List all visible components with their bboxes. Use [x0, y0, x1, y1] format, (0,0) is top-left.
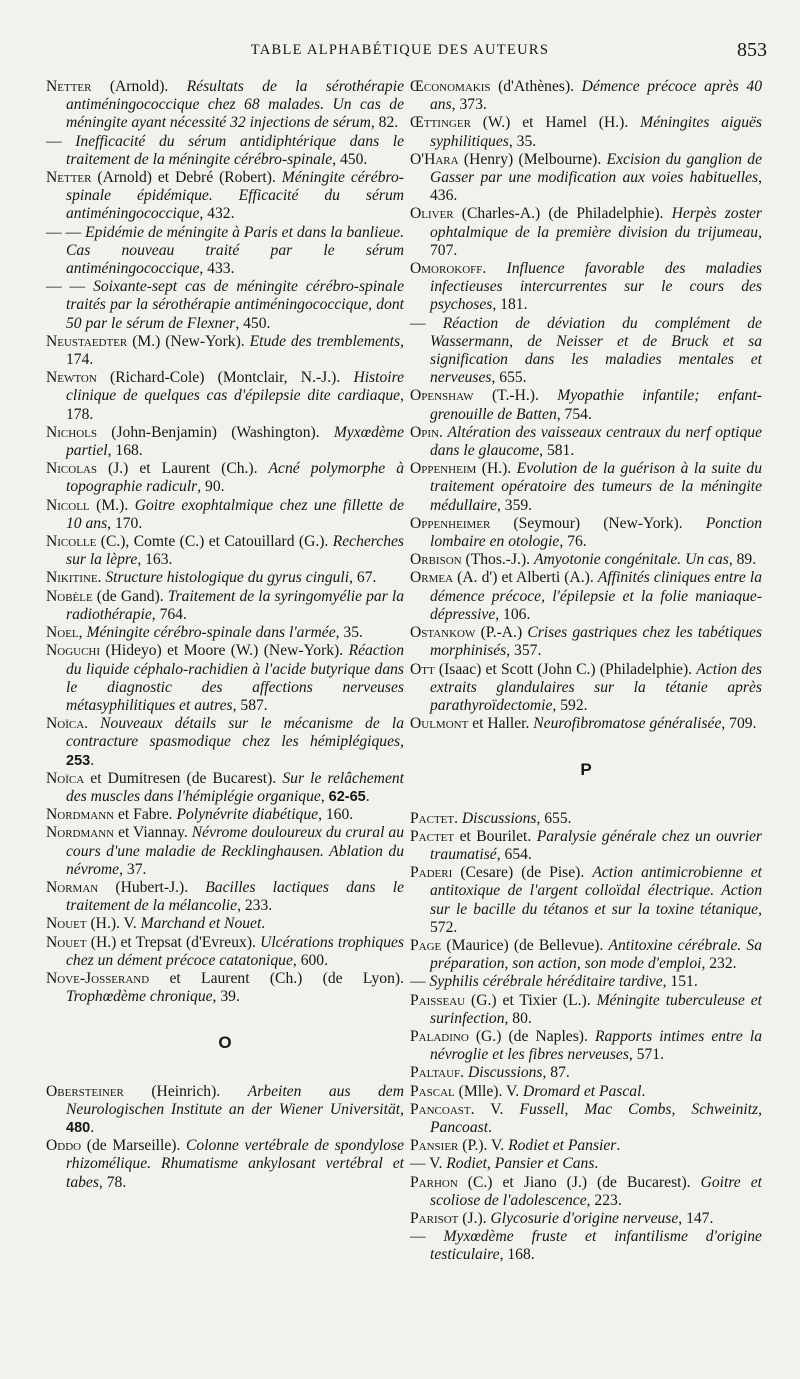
- entry-author: Pansier: [410, 1137, 459, 1155]
- index-entry: [46, 624, 404, 642]
- index-entry: [410, 973, 762, 991]
- entry-ref: , 655.: [536, 809, 572, 827]
- entry-details: (de Marseille).: [81, 1137, 187, 1155]
- index-entry: [46, 333, 404, 369]
- entry-ref: ,: [320, 787, 329, 805]
- entry-details: (Seymour) (New-York).: [490, 514, 706, 532]
- entry-bold-ref: 62-65: [328, 788, 366, 805]
- entry-ref: , 592.: [552, 696, 588, 714]
- entry-title: Résultats de la sérothérapie antiméningococcique chez 68 malades. Un cas de méningite ayant nécessité 32 injections de sérum: [66, 78, 404, 132]
- entry-author: Opin: [410, 423, 439, 441]
- entry-title: Méningite cérébro-spinale épidémique. Efficacité du sérum antiméningococcique: [66, 169, 404, 223]
- entry-details: . V.: [470, 1100, 520, 1118]
- entry-author: O'Hara: [410, 150, 459, 168]
- entry-details: (H.). V.: [86, 915, 141, 933]
- entry-title: Action des extraits glandulaires sur la tétanie après parathyroïdectomie: [430, 660, 762, 714]
- index-entry: [410, 661, 762, 716]
- entry-ref: , 709.: [721, 715, 757, 733]
- entry-details: (T.-H.).: [473, 387, 558, 405]
- entry-details: et Dumitresen (de Bucarest).: [84, 769, 283, 787]
- entry-ref: , 181.: [492, 296, 528, 314]
- entry-title: Colonne vertébrale de spondylose rhizomélique. Rhumatisme ankylosant vertébral et tabes: [66, 1137, 404, 1191]
- entry-details: —: [410, 1228, 444, 1246]
- entry-title: Dromard et Pascal: [523, 1082, 642, 1100]
- index-entry: [46, 133, 404, 169]
- entry-details: (Hubert-J.).: [98, 878, 206, 896]
- index-entry: [46, 569, 404, 587]
- entry-author: Noguchi: [46, 642, 101, 660]
- entry-details: (A. d') et Alberti (A.).: [453, 569, 598, 587]
- entry-author: Oppenheim: [410, 460, 477, 478]
- entry-author: Neustaedter: [46, 332, 128, 350]
- entry-ref: , 655.: [491, 369, 527, 387]
- entry-title: Rodiet, Pansier et Cans: [446, 1155, 595, 1173]
- entry-ref: , 233.: [237, 897, 273, 915]
- left-column: [46, 78, 404, 1192]
- index-entry: [46, 970, 404, 1006]
- entry-details: (J.) et Laurent (Ch.).: [97, 460, 269, 478]
- entry-details: (H.).: [476, 460, 517, 478]
- entry-author: Nordmann: [46, 824, 115, 842]
- entry-details: .: [482, 260, 507, 278]
- entry-ref: , 170.: [107, 514, 143, 532]
- entry-ref: , 223.: [586, 1191, 622, 1209]
- index-entry: [46, 533, 404, 569]
- entry-title: Histoire clinique de quelques cas d'épilepsie dite cardiaque: [66, 369, 404, 405]
- entry-ref: .: [488, 1118, 492, 1136]
- index-entry: [410, 1064, 762, 1082]
- entry-ref: , 572.: [430, 900, 762, 936]
- entry-ref: , 147.: [678, 1209, 714, 1227]
- entry-details: (Charles-A.) (de Philadelphie).: [453, 205, 672, 223]
- index-entry: [46, 915, 404, 933]
- section-heading-o: O: [218, 1033, 232, 1053]
- entry-author: Noïca: [46, 769, 85, 787]
- entry-ref: , 168.: [499, 1246, 535, 1264]
- entry-author: Oppenheimer: [410, 514, 491, 532]
- page-header: [0, 39, 800, 66]
- entry-title: Paralysie générale chez un ouvrier traumatisé: [430, 827, 762, 863]
- entry-title: Evolution de la guérison à la suite du traitement opératoire des tumeurs de la méningite médullaire: [430, 460, 762, 514]
- entry-title: Etude des tremblements: [249, 332, 401, 350]
- entry-ref: , 168.: [107, 442, 143, 460]
- entry-author: Omorokoff: [410, 260, 483, 278]
- entry-details: — —: [46, 223, 86, 241]
- entry-title: Méningite tuberculeuse et surinfection: [430, 991, 762, 1027]
- running-title: TABLE ALPHABÉTIQUE DES AUTEURS: [250, 42, 550, 58]
- entry-author: Nicolas: [46, 460, 97, 478]
- entry-ref: , 707.: [430, 223, 762, 259]
- index-entry: [410, 864, 762, 937]
- index-entry: [410, 1028, 762, 1064]
- entry-author: Page: [410, 936, 442, 954]
- entry-title: Structure histologique du gyrus cinguli: [105, 569, 350, 587]
- entry-details: .: [460, 1064, 468, 1082]
- entry-ref: , 587.: [232, 696, 268, 714]
- entry-ref: ,: [400, 733, 404, 751]
- entry-details: (C.), Comte (C.) et Catouillard (G.).: [96, 533, 333, 551]
- index-entry: [46, 879, 404, 915]
- entry-author: Œttinger: [410, 114, 471, 132]
- entry-title: Amyotonie congénitale. Un cas: [533, 551, 729, 569]
- entry-author: Paderi: [410, 864, 453, 882]
- entry-details: et Fabre.: [114, 806, 177, 824]
- entry-details: (Richard-Cole) (Montclair, N.-J.).: [96, 369, 354, 387]
- entry-details: (H.) et Trepsat (d'Evreux).: [86, 933, 261, 951]
- entry-title: Crises gastriques chez les tabétiques morphinisés: [430, 624, 762, 660]
- entry-title: Traitement de la syringomyélie par la radiothérapie: [66, 587, 404, 623]
- entry-details: (G.) (de Naples).: [468, 1027, 595, 1045]
- entry-title: Discussions: [461, 809, 537, 827]
- entry-ref: .: [261, 915, 266, 933]
- entry-author: Obersteiner: [46, 1082, 124, 1100]
- entry-author: Oliver: [410, 205, 454, 223]
- entry-details: — V.: [410, 1155, 447, 1173]
- index-entry: [46, 224, 404, 279]
- entry-title: Ponction lombaire en otologie: [430, 514, 762, 551]
- entry-title: Goitre et scoliose de l'adolescence: [430, 1173, 762, 1209]
- entry-ref: , 232.: [701, 955, 737, 973]
- entry-details: (Isaac) et Scott (John C.) (Philadelphie).: [434, 660, 697, 678]
- entry-details: .: [97, 569, 106, 587]
- entry-title: Bacilles lactiques dans le traitement de la mélancolie: [66, 878, 404, 915]
- entry-details: (Mlle). V.: [454, 1082, 524, 1100]
- entry-details: —: [410, 973, 430, 991]
- entry-title: Rapports intimes entre la névroglie et les fibres nerveuses: [430, 1027, 763, 1064]
- entry-details: — —: [46, 278, 94, 296]
- entry-title: Excision du ganglion de Gasser par une modification aux voies habituelles: [430, 150, 762, 187]
- entry-author: Parhon: [410, 1173, 458, 1191]
- entry-title: Démence précoce après 40 ans: [430, 78, 762, 114]
- index-entry: [46, 824, 404, 879]
- entry-title: Arbeiten aus dem Neurologischen Institute an der Wiener Universität: [66, 1082, 404, 1118]
- entry-author: Pascal: [410, 1082, 455, 1100]
- entry-details: (Maurice) (de Bellevue).: [441, 936, 609, 954]
- entry-author: Nouet: [46, 915, 87, 933]
- index-entry: [46, 588, 404, 624]
- entry-author: Orbison: [410, 551, 462, 569]
- entry-author: Oddo: [46, 1137, 82, 1155]
- index-entry: [46, 934, 404, 970]
- entry-ref: , 87.: [542, 1064, 570, 1082]
- index-entry: [46, 806, 404, 824]
- entry-author: Ormea: [410, 569, 454, 587]
- entry-author: Nicoll: [46, 496, 90, 514]
- entry-details: —: [410, 314, 443, 332]
- entry-details: (M.).: [89, 496, 135, 514]
- entry-title: Ulcérations trophiques chez un dément précoce catatonique: [66, 933, 405, 969]
- index-entry: [410, 460, 762, 515]
- index-list-o-continued: [410, 78, 762, 733]
- entry-details: (W.) et Hamel (H.).: [470, 114, 641, 132]
- entry-ref: .: [616, 1137, 621, 1155]
- index-entry: [46, 1083, 404, 1138]
- entry-title: Méningite cérébro-spinale dans l'armée: [86, 624, 336, 642]
- entry-ref: , 450.: [235, 314, 271, 332]
- entry-author: Nouet: [46, 933, 87, 951]
- entry-ref: , 90.: [197, 478, 225, 496]
- entry-author: Œconomakis: [410, 78, 491, 95]
- entry-title: Nouveaux détails sur le mécanisme de la contracture spasmodique chez les hémiplégiques: [66, 715, 405, 751]
- index-entry: [46, 770, 404, 806]
- entry-author: Paisseau: [410, 991, 466, 1009]
- entry-details: et Viannay.: [114, 824, 192, 842]
- entry-title: Herpès zoster ophtalmique de la première division du trijumeau: [430, 205, 762, 241]
- entry-title: Réaction du liquide céphalo-rachidien à l'acide butyrique dans le diagnostic des affections nerveuses métasyphilitiques et autres: [66, 642, 404, 714]
- entry-ref: , 35.: [335, 624, 363, 642]
- entry-author: Newton: [46, 369, 97, 387]
- entry-title: Action antimicrobienne et antitoxique de l'argent colloïdal électrique. Action sur le bacille du tétanos et sur la toxine tétanique: [430, 864, 763, 918]
- entry-ref: , 37.: [119, 860, 147, 878]
- entry-title: Goitre exophtalmique chez une fillette de 10 ans: [66, 496, 404, 532]
- index-entry: [46, 369, 404, 424]
- entry-details: (Heinrich).: [123, 1082, 248, 1100]
- entry-details: (P.). V.: [458, 1137, 509, 1155]
- entry-title: Discussions: [467, 1064, 543, 1082]
- entry-ref: , 39.: [212, 988, 240, 1006]
- index-entry: [410, 315, 762, 388]
- entry-ref-end: .: [90, 751, 95, 769]
- index-entry: [410, 78, 762, 114]
- entry-author: Pactet: [410, 809, 455, 827]
- entry-title: Acné polymorphe à topographie radiculr: [66, 460, 405, 496]
- index-entry: [410, 551, 762, 569]
- entry-details: (Henry) (Melbourne).: [458, 150, 607, 168]
- index-entry: [410, 387, 762, 423]
- entry-ref: , 178.: [66, 387, 404, 423]
- index-entry: [46, 642, 404, 715]
- entry-details: (P.-A.): [475, 624, 528, 642]
- entry-ref: , 174.: [66, 332, 404, 369]
- index-entry: [410, 1101, 762, 1137]
- index-entry: [410, 151, 762, 206]
- entry-author: Nordmann: [46, 806, 115, 824]
- entry-details: (Hideyo) et Moore (W.) (New-York).: [100, 642, 349, 660]
- entry-title: Syphilis cérébrale héréditaire tardive: [429, 973, 663, 991]
- index-entry: [46, 169, 404, 224]
- entry-ref: , 89.: [728, 551, 757, 569]
- entry-ref: , 76.: [559, 533, 587, 551]
- entry-ref: , 106.: [495, 605, 531, 623]
- entry-author: Nobèle: [46, 587, 93, 605]
- entry-author: Parisot: [410, 1209, 459, 1227]
- entry-ref: , 654.: [496, 845, 532, 863]
- entry-title: Neurofibromatose généralisée: [533, 715, 722, 733]
- entry-author: Netter: [46, 169, 92, 187]
- entry-ref: , 432.: [199, 205, 235, 223]
- section-heading-p: P: [580, 760, 592, 780]
- entry-author: Oulmont: [410, 715, 469, 733]
- index-entry: [410, 260, 762, 315]
- index-entry: [410, 1155, 762, 1173]
- entry-title: Méningites aiguës syphilitiques: [430, 114, 762, 150]
- index-entry: [410, 715, 762, 733]
- entry-details: (Thos.-J.).: [461, 551, 534, 569]
- entry-ref: , 67.: [349, 569, 377, 587]
- entry-author: Noel: [46, 624, 79, 642]
- entry-title: Polynévrite diabétique: [176, 806, 319, 824]
- index-entry: [410, 624, 762, 660]
- index-entry: [410, 424, 762, 460]
- index-entry: [410, 114, 762, 150]
- entry-author: Pactet: [410, 827, 455, 845]
- entry-ref: , 163.: [137, 551, 173, 569]
- entry-title: Fussell, Mac Combs, Schweinitz, Pancoast: [430, 1100, 763, 1136]
- entry-ref: ,: [400, 1100, 404, 1118]
- index-entry: [46, 78, 404, 133]
- entry-title: Rodiet et Pansier: [508, 1137, 617, 1155]
- entry-author: Netter: [46, 78, 92, 95]
- index-entry: [410, 1228, 762, 1264]
- entry-details: (G.) et Tixier (L.).: [465, 991, 597, 1009]
- index-entry: [410, 515, 762, 551]
- entry-ref: , 433.: [199, 260, 235, 278]
- entry-author: Pancoast: [410, 1100, 471, 1118]
- entry-title: Affinités cliniques entre la démence précoce, l'épilepsie et la folie maniaque-dépressive: [430, 569, 762, 623]
- entry-ref: , 78.: [98, 1173, 127, 1191]
- index-entry: [410, 1174, 762, 1210]
- entry-author: Nichols: [46, 423, 97, 441]
- index-entry: [410, 1083, 762, 1101]
- entry-details: .: [454, 809, 462, 827]
- index-list-n: [46, 78, 404, 1006]
- entry-ref: , 357.: [506, 642, 542, 660]
- index-entry: [46, 278, 404, 333]
- entry-author: Nicolle: [46, 533, 97, 551]
- entry-ref: , 571.: [628, 1046, 664, 1064]
- entry-ref: .: [594, 1155, 599, 1173]
- index-entry: [410, 937, 762, 973]
- entry-details: ,: [78, 624, 87, 642]
- index-entry: [410, 810, 762, 828]
- entry-author: Paltauf: [410, 1064, 461, 1082]
- entry-ref: , 764.: [151, 605, 187, 623]
- entry-author: Noïca: [46, 715, 85, 733]
- index-entry: [46, 497, 404, 533]
- entry-author: Ott: [410, 660, 435, 678]
- entry-details: (C.) et Jiano (J.) (de Bucarest).: [457, 1173, 701, 1191]
- entry-ref: , 754.: [556, 405, 592, 423]
- entry-details: et Laurent (Ch.) (de Lyon).: [149, 969, 404, 987]
- entry-title: Marchand et Nouet: [140, 915, 262, 933]
- entry-details: —: [46, 132, 76, 150]
- entry-details: .: [439, 423, 448, 441]
- entry-details: (M.) (New-York).: [127, 332, 250, 350]
- entry-title: Influence favorable des maladies infectieuses intercurrentes sur le cours des psychoses: [430, 260, 762, 314]
- entry-ref: , 80.: [504, 1009, 532, 1027]
- entry-details: .: [84, 715, 101, 733]
- entry-ref: , 160.: [318, 806, 354, 824]
- index-entry: [410, 1210, 762, 1228]
- index-entry: [46, 460, 404, 496]
- entry-bold-ref: 253: [66, 752, 91, 769]
- entry-ref-end: .: [90, 1118, 95, 1136]
- entry-title: Trophœdème chronique: [66, 988, 213, 1006]
- entry-details: (John-Benjamin) (Washington).: [97, 423, 334, 441]
- entry-ref-end: .: [365, 787, 370, 805]
- entry-ref: , 151.: [662, 973, 698, 991]
- entry-author: Ostankow: [410, 624, 476, 642]
- index-entry: [46, 424, 404, 460]
- entry-details: (de Gand).: [92, 587, 168, 605]
- entry-ref: , 450.: [332, 150, 368, 168]
- entry-author: Openshaw: [410, 387, 474, 405]
- index-entry: [410, 828, 762, 864]
- entry-title: Soixante-sept cas de méningite cérébro-spinale traités par la sérothérapie antiméningococcique, dont 50 par le sérum de Flexner: [66, 278, 404, 332]
- entry-author: Paladino: [410, 1027, 469, 1045]
- entry-details: (Arnold) et Debré (Robert).: [91, 169, 282, 187]
- entry-title: Myxœdème fruste et infantilisme d'origine testiculaire: [430, 1228, 762, 1264]
- index-entry: [46, 1137, 404, 1192]
- entry-ref: , 359.: [496, 496, 533, 514]
- entry-author: Norman: [46, 878, 99, 896]
- entry-details: et Bourilet.: [454, 827, 537, 845]
- entry-title: Recherches sur la lèpre: [66, 533, 404, 569]
- entry-title: Inefficacité du sérum antidiphtérique dans le traitement de la méningite cérébro-spinale: [66, 132, 404, 168]
- entry-title: Névrome douloureux du crural au cours d'une maladie de Recklinghausen. Ablation du névrome: [66, 824, 404, 878]
- index-list-p: [410, 810, 762, 1265]
- entry-ref: , 373.: [451, 96, 487, 114]
- entry-details: (Cesare) (de Pise).: [452, 864, 593, 882]
- entry-details: (d'Athènes).: [490, 78, 582, 95]
- entry-author: Nove-Josserand: [46, 969, 150, 987]
- entry-author: Nikitine: [46, 569, 98, 587]
- index-entry: [410, 569, 762, 624]
- entry-title: Myxœdème partiel: [66, 423, 404, 460]
- entry-title: Altération des vaisseaux centraux du nerf optique dans le glaucome: [430, 423, 763, 460]
- entry-title: Glycosurie d'origine nerveuse: [490, 1209, 679, 1227]
- entry-ref: , 436.: [430, 169, 762, 205]
- entry-ref: , 35.: [508, 132, 537, 150]
- entry-title: Sur le relâchement des muscles dans l'hémiplégie organique: [66, 769, 404, 805]
- entry-ref: , 82.: [370, 114, 399, 132]
- index-entry: [46, 715, 404, 770]
- entry-title: Myopathie infantile; enfant-grenouille de Batten: [430, 387, 762, 423]
- entry-details: et Haller.: [468, 715, 534, 733]
- entry-title: Antitoxine cérébrale. Sa préparation, son action, son mode d'emploi: [430, 936, 762, 973]
- entry-title: Réaction de déviation du complément de Wassermann, de Neisser et de Bruck et sa signification dans les maladies mentales et nerveuses: [430, 314, 762, 387]
- entry-bold-ref: 480: [66, 1119, 91, 1136]
- right-column: [410, 78, 762, 1265]
- entry-ref: , 581.: [539, 442, 575, 460]
- entry-title: Epidémie de méningite à Paris et dans la banlieue. Cas nouveau traité par le sérum antiméningococcique: [66, 223, 404, 278]
- index-list-o: [46, 1083, 404, 1192]
- index-entry: [410, 205, 762, 260]
- entry-details: (Arnold).: [91, 78, 187, 95]
- entry-ref: , 600.: [292, 951, 328, 969]
- page-number: 853: [737, 39, 767, 61]
- index-entry: [410, 1137, 762, 1155]
- entry-details: (J.).: [458, 1209, 491, 1227]
- index-entry: [410, 992, 762, 1028]
- entry-ref: .: [641, 1082, 646, 1100]
